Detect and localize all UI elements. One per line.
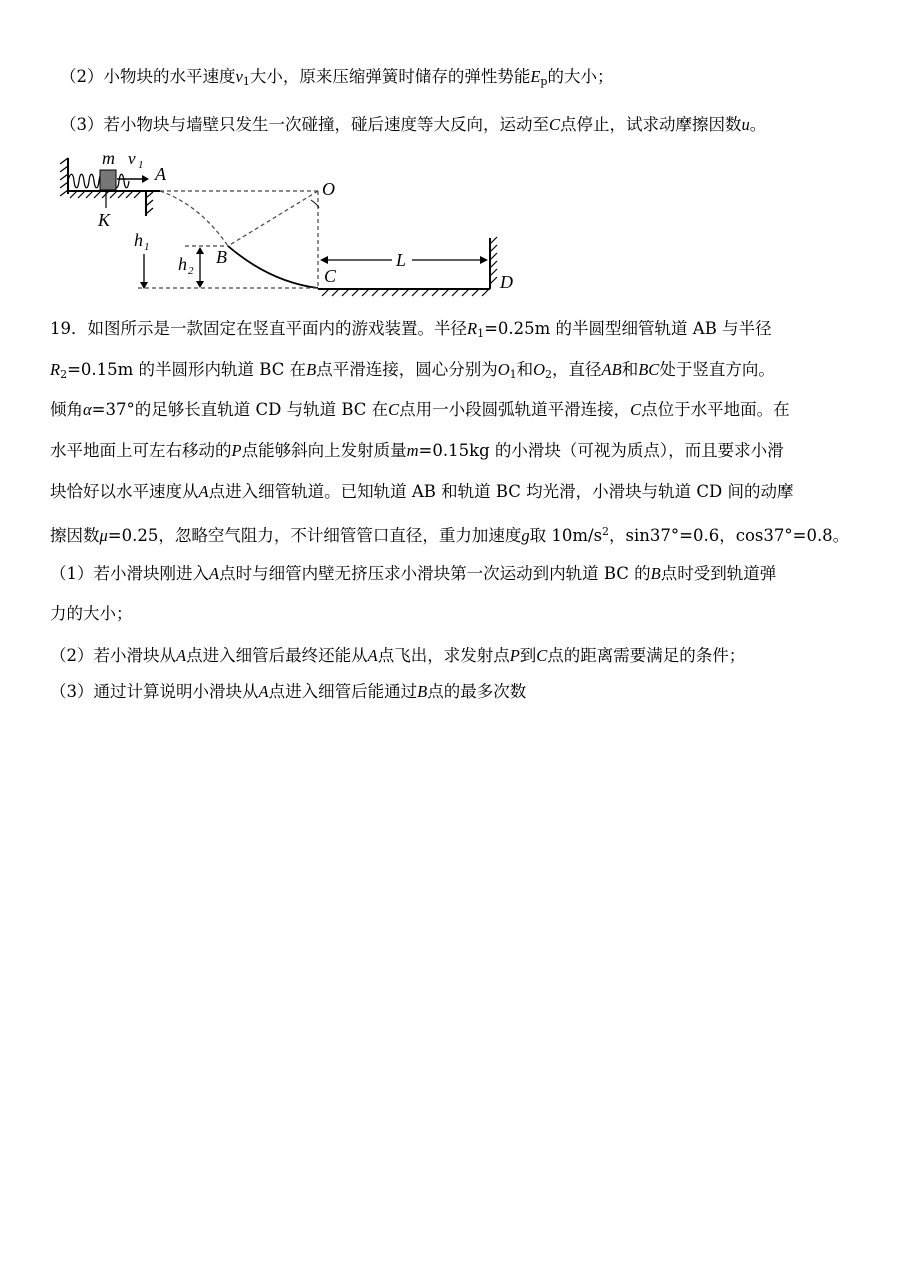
- label-v1: v: [128, 150, 136, 168]
- label-h2: h: [178, 254, 187, 274]
- label-h1-sub: 1: [144, 241, 150, 253]
- L-arrowhead-left: [320, 256, 328, 264]
- dashed-arc-AB: [160, 191, 228, 246]
- label-B: B: [216, 247, 227, 267]
- spring: [68, 174, 129, 188]
- label-K: K: [98, 210, 111, 230]
- h2-arrowhead-bottom: [196, 281, 204, 288]
- q19-part-1: （1）若小滑块刚进入A点时与细管内壁无挤压求小滑块第一次运动到内轨道 BC 的B点时受到轨道弹: [50, 564, 777, 583]
- part-2-text: （2）小物块的水平速度$v_1$大小，原来压缩弹簧时储存的弹性势能$E_p$的大小；: [60, 67, 614, 88]
- q19-part-1-cont: 力的大小；: [50, 604, 133, 623]
- q19-line-1: 19．如图所示是一款固定在竖直平面内的游戏装置。半径$R_1=0.25m$ 的半圆型细管轨道 AB 与半径: [50, 319, 772, 340]
- q19-line-5: 块恰好以水平速度从A点进入细管轨道。已知轨道 AB 和轨道 BC 均光滑，小滑块与轨道 CD 间的动摩: [50, 482, 794, 501]
- q19-line-4: 水平地面上可左右移动的P点能够斜向上发射质量m=0.15kg 的小滑块（可视为质点），而且要求小滑: [50, 441, 784, 460]
- label-m: m: [102, 150, 115, 168]
- q19-line-6: 擦因数μ=0.25，忽略空气阻力，不计细管管口直径，重力加速度g取 $10m/s^2$，sin37°=0.6，cos37°=0.8。: [50, 525, 850, 545]
- dashed-radius-OB: [228, 191, 318, 246]
- label-L: L: [396, 250, 407, 270]
- physics-diagram: [60, 150, 530, 304]
- post-A-hatch: [146, 192, 153, 214]
- label-h1: h: [134, 230, 143, 250]
- ground-hatch: [322, 289, 489, 296]
- label-C: C: [324, 266, 337, 286]
- right-wall-hatch: [490, 237, 497, 284]
- label-A: A: [155, 164, 166, 184]
- spring-track-figure: [60, 150, 530, 300]
- velocity-arrowhead: [142, 175, 149, 183]
- q19-line-2: $R_2=0.15m$ 的半圆形内轨道 BC 在B点平滑连接，圆心分别为$O_1$和$O_2$，直径AB和BC处于竖直方向。: [50, 360, 775, 381]
- track-BC: [228, 246, 318, 288]
- label-O: O: [322, 179, 335, 199]
- block-m: [100, 170, 116, 190]
- left-wall-hatch: [60, 158, 68, 196]
- part-3-text: （3）若小物块与墙壁只发生一次碰撞，碰后速度等大反向，运动至C点停止，试求动摩擦因数u。: [60, 115, 767, 134]
- q19-part-3: （3）通过计算说明小滑块从A点进入细管后能通过B点的最多次数: [50, 682, 527, 701]
- h2-arrowhead-top: [196, 247, 204, 254]
- q19-part-2: （2）若小滑块从A点进入细管后最终还能从A点飞出，求发射点P到C点的距离需要满足的条件；: [50, 646, 746, 665]
- label-h2-sub: 2: [188, 265, 194, 277]
- label-v1-sub: 1: [138, 159, 144, 171]
- q19-line-3: 倾角α=37°的足够长直轨道 CD 与轨道 BC 在C点用一小段圆弧轨道平滑连接，C点位于水平地面。在: [50, 400, 790, 419]
- L-arrowhead-right: [480, 256, 488, 264]
- label-D: D: [500, 272, 513, 292]
